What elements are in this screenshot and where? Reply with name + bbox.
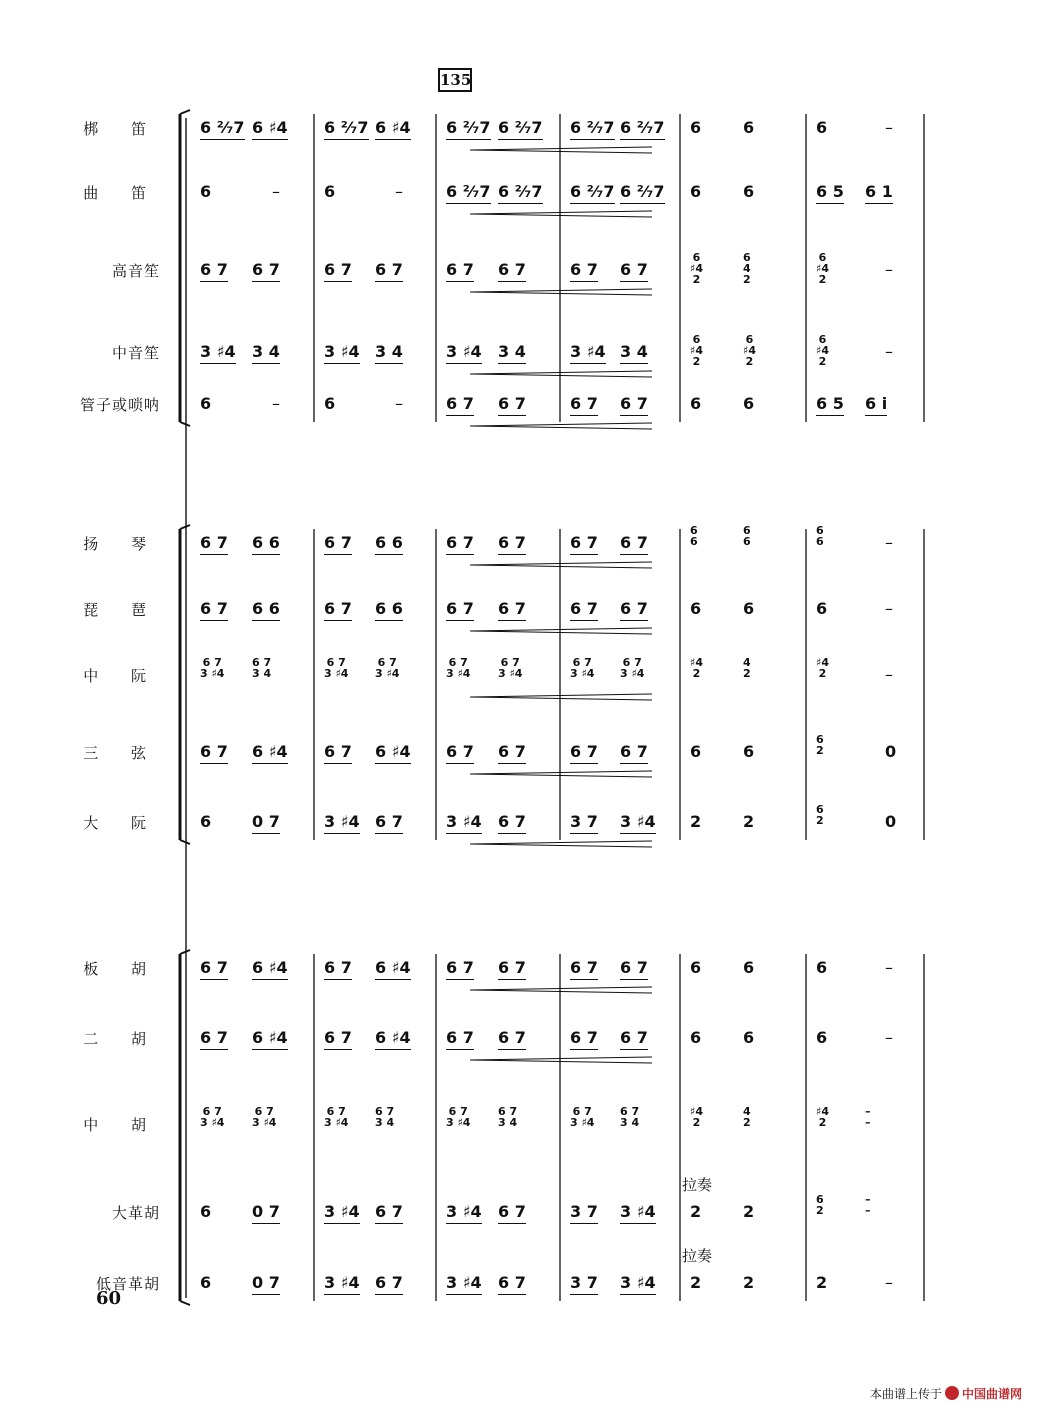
note-group: 6 ²⁄₇7 <box>570 118 615 137</box>
note-group: 6 ²⁄₇7 <box>498 118 543 137</box>
note-group: 6 7 <box>252 260 280 279</box>
note-group: 6 <box>743 742 755 761</box>
note-group: 6 <box>816 118 828 137</box>
note-group: 6 ♯4 <box>375 1028 411 1047</box>
hairpin <box>470 844 652 847</box>
note-group: 6 ²⁄₇7 <box>446 182 491 201</box>
sustain-dash: – <box>885 1273 893 1292</box>
note-group: 6 7 <box>446 394 474 413</box>
note-stack: 6 7 3 ♯4 <box>324 1105 349 1129</box>
note-group: 6 <box>200 812 212 831</box>
note-group: 3 ♯4 <box>620 1273 656 1292</box>
note-group: 6 7 <box>498 742 526 761</box>
sustain-dash: – <box>885 118 893 137</box>
hairpin <box>470 214 652 217</box>
note-stack: 6 4 2 <box>743 251 751 286</box>
hairpin <box>470 211 652 214</box>
note-group: 6 7 <box>324 1028 352 1047</box>
note-stack: 6 ♯4 2 <box>690 251 703 286</box>
rest-note: 0 <box>885 812 897 831</box>
note-group: 3 ♯4 <box>446 1202 482 1221</box>
note-group: 6 6 <box>375 599 403 618</box>
sustain-dash: – <box>272 182 280 201</box>
note-group: 6 <box>816 958 828 977</box>
note-group: 6 <box>324 394 336 413</box>
note-group: 6 i <box>865 394 888 413</box>
hairpin <box>470 150 652 153</box>
note-stack: 6 ♯4 2 <box>690 333 703 368</box>
note-group: 6 7 <box>570 958 598 977</box>
note-group: 3 ♯4 <box>446 812 482 831</box>
note-group: 6 ♯4 <box>252 958 288 977</box>
note-stack: 6 6 <box>816 524 824 548</box>
note-stack: 6 ♯4 2 <box>743 333 756 368</box>
note-group: 6 7 <box>570 742 598 761</box>
instrument-label: 低音革胡 <box>95 1275 160 1293</box>
note-stack: ♯4 2 <box>690 1105 703 1129</box>
note-group: 6 ²⁄₇7 <box>498 182 543 201</box>
note-group: 3 4 <box>620 342 648 361</box>
note-stack: 6 7 3 ♯4 <box>252 1105 277 1129</box>
note-group: 6 <box>743 182 755 201</box>
instrument-label: 琵 琶 <box>83 601 160 619</box>
note-stack: 6 7 3 4 <box>620 1105 640 1129</box>
note-group: 6 <box>743 599 755 618</box>
note-stack: 6 7 3 ♯4 <box>446 1105 471 1129</box>
note-group: 3 4 <box>498 342 526 361</box>
note-group: 0 7 <box>252 1273 280 1292</box>
footer <box>870 1385 1022 1402</box>
group-bracket-cap <box>180 525 190 529</box>
note-group: 6 <box>743 394 755 413</box>
note-stack: 6 ♯4 2 <box>816 333 829 368</box>
instrument-label: 二 胡 <box>83 1030 160 1048</box>
sustain-dash: – <box>395 182 403 201</box>
note-group: 6 ♯4 <box>375 742 411 761</box>
note-group: 6 7 <box>620 599 648 618</box>
hairpin <box>470 987 652 990</box>
note-group: 6 7 <box>200 599 228 618</box>
hairpin <box>470 694 652 697</box>
note-group: 6 <box>743 958 755 977</box>
note-group: 6 7 <box>498 958 526 977</box>
logo-icon <box>945 1386 959 1400</box>
note-group: 6 7 <box>446 958 474 977</box>
hairpin <box>470 631 652 634</box>
note-group: 3 4 <box>252 342 280 361</box>
sustain-dash: – <box>272 394 280 413</box>
note-group: 3 ♯4 <box>620 1202 656 1221</box>
note-stack: ♯4 2 <box>816 656 829 680</box>
note-group: 6 7 <box>620 394 648 413</box>
note-stack: 6 7 3 ♯4 <box>498 656 523 680</box>
sustain-dash: – <box>885 665 893 684</box>
note-group: 3 ♯4 <box>324 1273 360 1292</box>
note-group: 3 7 <box>570 1202 598 1221</box>
note-group: 3 ♯4 <box>446 342 482 361</box>
note-group: 6 <box>200 1273 212 1292</box>
instrument-label: 大革胡 <box>111 1204 160 1222</box>
note-group: 6 <box>690 599 702 618</box>
sustain-dash: – <box>885 958 893 977</box>
hairpin <box>470 771 652 774</box>
note-group: 6 ²⁄₇7 <box>570 182 615 201</box>
note-stack: 6 2 <box>816 803 824 827</box>
note-group: 6 <box>690 118 702 137</box>
hairpin <box>470 374 652 377</box>
note-group: 3 7 <box>570 1273 598 1292</box>
note-stack: 6 7 3 ♯4 <box>620 656 645 680</box>
note-stack: 6 7 3 ♯4 <box>375 656 400 680</box>
note-group: 3 7 <box>570 812 598 831</box>
note-group: 6 <box>743 118 755 137</box>
instrument-label: 板 胡 <box>83 960 160 978</box>
note-group: 6 <box>200 182 212 201</box>
group-bracket-cap <box>180 422 190 426</box>
note-group: 6 7 <box>200 1028 228 1047</box>
note-group: 3 ♯4 <box>324 342 360 361</box>
instrument-label: 中 阮 <box>83 667 160 685</box>
note-group: 3 ♯4 <box>620 812 656 831</box>
sustain-dash: – <box>395 394 403 413</box>
note-stack: 6 7 3 ♯4 <box>446 656 471 680</box>
note-group: 2 <box>743 812 755 831</box>
note-group: 6 <box>690 1028 702 1047</box>
rest-note: 0 <box>885 742 897 761</box>
note-group: 6 7 <box>498 1273 526 1292</box>
hairpin <box>470 423 652 426</box>
hairpin <box>470 292 652 295</box>
note-group: 6 <box>200 1202 212 1221</box>
instrument-label: 梆 笛 <box>83 120 160 138</box>
hairpin <box>470 841 652 844</box>
instrument-label: 中音笙 <box>111 344 160 362</box>
note-group: 6 ♯4 <box>252 118 288 137</box>
instrument-label: 高音笙 <box>111 262 160 280</box>
note-group: 2 <box>816 1273 828 1292</box>
note-group: 6 7 <box>570 394 598 413</box>
note-stack: 6 7 3 4 <box>252 656 272 680</box>
note-group: 6 ²⁄₇7 <box>200 118 245 137</box>
note-group: 6 7 <box>620 260 648 279</box>
instrument-label: 三 弦 <box>83 744 160 762</box>
note-stack: ♯4 2 <box>816 1105 829 1129</box>
instrument-label: 大 阮 <box>83 814 160 832</box>
note-stack: 6 2 <box>816 1193 824 1217</box>
note-group: 6 7 <box>324 533 352 552</box>
note-group: 6 7 <box>570 599 598 618</box>
note-group: 6 7 <box>498 533 526 552</box>
note-group: 6 7 <box>446 599 474 618</box>
note-group: 0 7 <box>252 1202 280 1221</box>
note-group: 6 7 <box>200 958 228 977</box>
note-group: 3 ♯4 <box>446 1273 482 1292</box>
note-stack: 6 7 3 ♯4 <box>570 656 595 680</box>
note-group: 6 7 <box>324 958 352 977</box>
note-group: 6 7 <box>498 599 526 618</box>
note-group: 6 ²⁄₇7 <box>324 118 369 137</box>
group-bracket-cap <box>180 1301 190 1305</box>
note-group: 3 ♯4 <box>324 1202 360 1221</box>
sustain-dash: – <box>885 260 893 279</box>
note-group: 2 <box>690 1273 702 1292</box>
note-stack: 6 6 <box>690 524 698 548</box>
note-group: 6 7 <box>498 394 526 413</box>
note-group: 6 7 <box>446 1028 474 1047</box>
note-stack: 6 7 3 ♯4 <box>324 656 349 680</box>
hairpin <box>470 1057 652 1060</box>
note-group: 2 <box>690 1202 702 1221</box>
note-stack: – – <box>865 1105 871 1129</box>
hairpin <box>470 774 652 777</box>
note-group: 6 7 <box>498 1202 526 1221</box>
hairpin <box>470 565 652 568</box>
note-group: 6 7 <box>498 812 526 831</box>
note-group: 6 7 <box>498 1028 526 1047</box>
note-group: 6 7 <box>375 1202 403 1221</box>
group-bracket-cap <box>180 950 190 954</box>
note-group: 6 <box>690 394 702 413</box>
note-group: 3 ♯4 <box>570 342 606 361</box>
note-group: 6 ♯4 <box>375 118 411 137</box>
sustain-dash: – <box>885 533 893 552</box>
hairpin <box>470 697 652 700</box>
note-group: 0 7 <box>252 812 280 831</box>
note-group: 6 6 <box>252 533 280 552</box>
note-group: 6 6 <box>252 599 280 618</box>
note-stack: 6 7 3 ♯4 <box>570 1105 595 1129</box>
hairpin <box>470 371 652 374</box>
note-stack: ♯4 2 <box>690 656 703 680</box>
instrument-label: 中 胡 <box>83 1116 160 1134</box>
note-group: 6 7 <box>375 1273 403 1292</box>
hairpin <box>470 147 652 150</box>
note-stack: 6 7 3 4 <box>498 1105 518 1129</box>
group-bracket-cap <box>180 840 190 844</box>
note-group: 6 1 <box>865 182 893 201</box>
note-stack: 6 2 <box>816 733 824 757</box>
note-group: 3 4 <box>375 342 403 361</box>
note-stack: 6 6 <box>743 524 751 548</box>
note-group: 6 <box>324 182 336 201</box>
rehearsal-mark: 135 <box>438 68 472 92</box>
instrument-label: 扬 琴 <box>83 535 160 553</box>
note-group: 6 7 <box>375 260 403 279</box>
note-group: 6 <box>200 394 212 413</box>
note-group: 6 5 <box>816 182 844 201</box>
note-group: 6 ²⁄₇7 <box>620 182 665 201</box>
note-group: 6 7 <box>324 742 352 761</box>
note-group: 6 <box>690 742 702 761</box>
note-stack: 6 ♯4 2 <box>816 251 829 286</box>
note-group: 6 7 <box>200 742 228 761</box>
note-group: 6 7 <box>446 533 474 552</box>
note-group: 6 7 <box>620 958 648 977</box>
note-group: 6 7 <box>200 533 228 552</box>
note-group: 2 <box>743 1273 755 1292</box>
note-group: 6 7 <box>620 533 648 552</box>
note-group: 6 ²⁄₇7 <box>620 118 665 137</box>
hairpin <box>470 289 652 292</box>
footer-brand: 中国曲谱网 <box>961 1387 1022 1401</box>
playing-instruction: 拉奏 <box>682 1176 713 1194</box>
note-group: 3 ♯4 <box>324 812 360 831</box>
note-group: 6 7 <box>375 812 403 831</box>
note-group: 6 <box>690 958 702 977</box>
note-group: 6 <box>816 1028 828 1047</box>
hairpin <box>470 1060 652 1063</box>
note-group: 6 7 <box>570 533 598 552</box>
instrument-label: 曲 笛 <box>83 184 160 202</box>
note-group: 6 ♯4 <box>375 958 411 977</box>
sustain-dash: – <box>885 599 893 618</box>
page-number: 60 <box>96 1288 122 1309</box>
note-group: 6 7 <box>498 260 526 279</box>
sustain-dash: – <box>885 1028 893 1047</box>
note-group: 6 7 <box>570 260 598 279</box>
note-group: 2 <box>690 812 702 831</box>
note-group: 6 7 <box>324 260 352 279</box>
sustain-dash: – <box>885 342 893 361</box>
instrument-label: 管子或唢呐 <box>79 396 160 414</box>
hairpin <box>470 426 652 429</box>
note-group: 6 7 <box>570 1028 598 1047</box>
note-group: 6 ²⁄₇7 <box>446 118 491 137</box>
note-group: 6 ♯4 <box>252 1028 288 1047</box>
hairpin <box>470 562 652 565</box>
note-group: 6 6 <box>375 533 403 552</box>
note-stack: 4 2 <box>743 656 751 680</box>
note-group: 6 7 <box>200 260 228 279</box>
note-group: 6 7 <box>620 1028 648 1047</box>
note-group: 3 ♯4 <box>200 342 236 361</box>
note-group: 6 ♯4 <box>252 742 288 761</box>
note-group: 2 <box>743 1202 755 1221</box>
note-stack: 6 7 3 ♯4 <box>200 656 225 680</box>
note-stack: 6 7 3 ♯4 <box>200 1105 225 1129</box>
note-stack: 6 7 3 4 <box>375 1105 395 1129</box>
footer-text: 本曲谱上传于 <box>869 1387 942 1401</box>
hairpin <box>470 628 652 631</box>
playing-instruction: 拉奏 <box>682 1247 713 1265</box>
note-group: 6 5 <box>816 394 844 413</box>
group-bracket-cap <box>180 110 190 114</box>
note-group: 6 <box>816 599 828 618</box>
note-group: 6 <box>690 182 702 201</box>
hairpin <box>470 990 652 993</box>
note-group: 6 7 <box>446 742 474 761</box>
note-group: 6 <box>743 1028 755 1047</box>
note-stack: 4 2 <box>743 1105 751 1129</box>
note-group: 6 7 <box>620 742 648 761</box>
note-stack: – – <box>865 1193 871 1217</box>
note-group: 6 7 <box>324 599 352 618</box>
note-group: 6 7 <box>446 260 474 279</box>
